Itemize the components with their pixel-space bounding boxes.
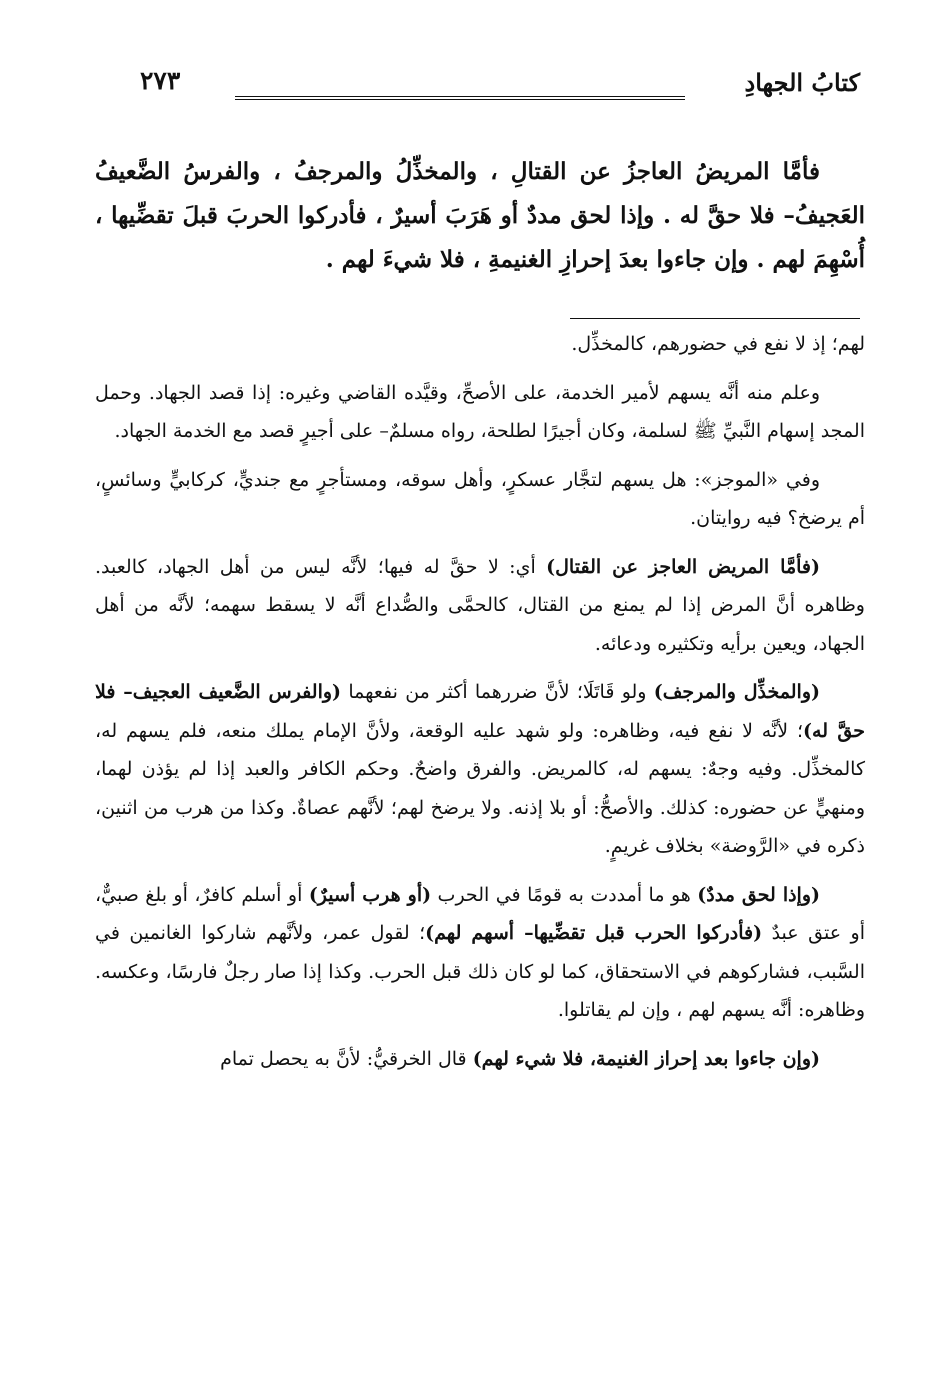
quoted-matn: (أو هرب أسيرٌ) <box>308 883 432 906</box>
quoted-matn: (وإن جاءوا بعد إحراز الغنيمة، فلا شيء لهم) <box>472 1047 820 1070</box>
quoted-matn: (وإذا لحق مددٌ) <box>697 883 821 906</box>
commentary-text: ؛ لأنَّه لا نفع فيه، وظاهره: ولو شهد عليه الوقعة، ولأنَّ الإمام يملك منعه، فلم يسهم له، كالمخذِّل. وفيه وجهٌ: يسهم له، كالمريض. والفرق واضحٌ. وحكم الكافر والعبد إذا لم يؤذن لهما، ومنهيٍّ عن حضوره: كذلك. والأصحُّ: أو بلا إذنه. ولا يرضخ لهم؛ لأنَّهم عصاةٌ. وكذا من هرب من اثنين، ذكره في «الرَّوضة» بخلاف غريمٍ. <box>95 719 865 857</box>
commentary-paragraph-3: وفي «الموجز»: هل يسهم لتجَّار عسكرٍ، وأهل سوقه، ومستأجرٍ مع جنديٍّ، كركابيٍّ وسائسٍ، أم يرضخ؟ فيه روايتان. <box>95 468 865 529</box>
commentary-paragraph-2: وعلم منه أنَّه يسهم لأمير الخدمة، على الأصحِّ، وقيَّده القاضي وغيره: إذا قصد الجهاد. وحمل المجد إسهام النَّبيِّ ﷺ لسلمة، وكان أجيرًا لطلحة، رواه مسلمٌ– على أجيرٍ قصد مع الخدمة الجهاد. <box>95 381 865 442</box>
main-text-block <box>95 150 865 282</box>
page-number: ٢٧٣ <box>140 66 181 95</box>
commentary-paragraph-6 <box>95 876 865 1030</box>
quoted-matn: (والمخذِّل والمرجف) <box>653 681 820 703</box>
quoted-matn: (فأدركوا الحرب قبل تقضِّيها– أسهم لهم) <box>425 922 763 944</box>
commentary-text: قال الخرقيُّ: لأنَّ به يحصل تمام <box>220 1047 473 1070</box>
commentary-block <box>95 325 865 1088</box>
commentary-paragraph-5 <box>95 673 865 866</box>
page-header <box>140 68 860 108</box>
commentary-text: ولو قَاتَلَا؛ لأنَّ ضررهما أكثر من نفعهما <box>341 681 654 703</box>
running-title: كتابُ الجهادِ <box>744 68 860 97</box>
main-text: فأمَّا المريضُ العاجزُ عن القتالِ ، والمخذِّلُ والمرجفُ ، والفرسُ الضَّعيفُ العَجيفُ– فلا حقَّ له . وإذا لحق مددٌ أو هَرَبَ أسيرٌ ، فأدركوا الحربَ قبلَ تقضِّيها ، أُسْهِمَ لهم . وإن جاءوا بعدَ إحرازِ الغنيمةِ ، فلا شيءَ لهم . <box>95 158 865 273</box>
commentary-text: ؛ لقول عمر، ولأنَّهم شاركوا الغانمين في السَّبب، فشاركوهم في الاستحقاق، كما لو كان ذلك قبل الحرب. وكذا إذا صار رجلٌ فارسًا، وعكسه. وظاهره: أنَّه يسهم لهم ، وإن لم يقاتلوا. <box>95 922 865 1021</box>
commentary-paragraph-7 <box>95 1040 865 1079</box>
header-rule <box>235 96 685 100</box>
commentary-text: أو أسلم كافرٌ، أو بلغ صبيٌّ، أو عتق عبدٌ <box>95 883 865 944</box>
quoted-matn: (والفرس الضَّعيف العجيف– فلا حقَّ له) <box>95 681 866 742</box>
footnote-separator <box>570 318 860 319</box>
quoted-matn: (فأمَّا المريض العاجز عن القتال) <box>546 555 821 578</box>
commentary-text: هو ما أمددت به قومًا في الحرب <box>431 883 698 906</box>
commentary-paragraph-4 <box>95 548 865 664</box>
commentary-text: أي: لا حقَّ له فيها؛ لأنَّه ليس من أهل الجهاد، كالعبد. وظاهره أنَّ المرض إذا لم يمنع من القتال، كالحمَّى والصُّداع أنَّه لا يسقط سهمه؛ لأنَّه من أهل الجهاد، ويعين برأيه وتكثيره ودعائه. <box>95 555 865 655</box>
commentary-paragraph-1: لهم؛ إذ لا نفع في حضورهم، كالمخذِّل. <box>571 333 865 355</box>
